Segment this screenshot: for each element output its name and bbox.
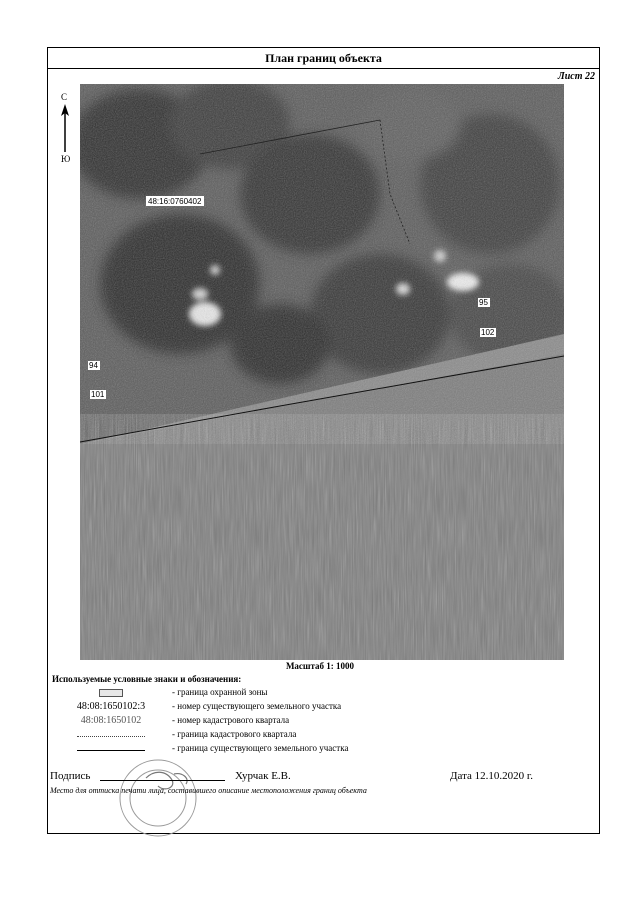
page-title: План границ объекта [48, 48, 599, 69]
protection-zone-symbol [99, 689, 123, 697]
legend-heading: Используемые условные знаки и обозначения: [52, 674, 242, 684]
legend-item-quarter-number: 48:08:1650102 - номер кадастрового квартала [80, 715, 290, 726]
north-arrow [56, 92, 74, 172]
map-scale: Масштаб 1: 1000 [285, 661, 355, 671]
signature-line [100, 780, 225, 781]
stamp-place-note: Место для оттиска печати лица, составившего описание местоположения границ объекта [50, 786, 367, 795]
north-label: С [61, 92, 68, 102]
dotted-line-symbol [77, 736, 145, 737]
signature-label: Подпись [50, 770, 91, 782]
signature-row [50, 770, 595, 784]
legend-item-parcel-number: 48:08:1650102:3 - номер существующего земельного участка [76, 701, 342, 712]
map-image [80, 84, 564, 660]
point-label-94: 94 [89, 361, 98, 370]
north-arrow-icon [56, 102, 74, 162]
south-label: Ю [61, 154, 71, 164]
legend-item-parcel-boundary: - граница существующего земельного участка [50, 743, 550, 755]
legend-item-quarter-boundary: - граница кадастрового квартала [50, 729, 550, 741]
point-label-102: 102 [481, 328, 495, 337]
sheet-number: Лист 22 [557, 71, 595, 82]
point-label-95: 95 [479, 298, 488, 307]
signature-date: Дата 12.10.2020 г. [450, 770, 533, 782]
point-label-101: 101 [91, 390, 105, 399]
signer-name: Хурчак Е.В. [235, 770, 291, 782]
legend-item-protection-zone: - граница охранной зоны [50, 687, 550, 699]
parcel-number-label: 48:16:0760402 [148, 197, 202, 206]
seal-stamp [106, 750, 216, 842]
